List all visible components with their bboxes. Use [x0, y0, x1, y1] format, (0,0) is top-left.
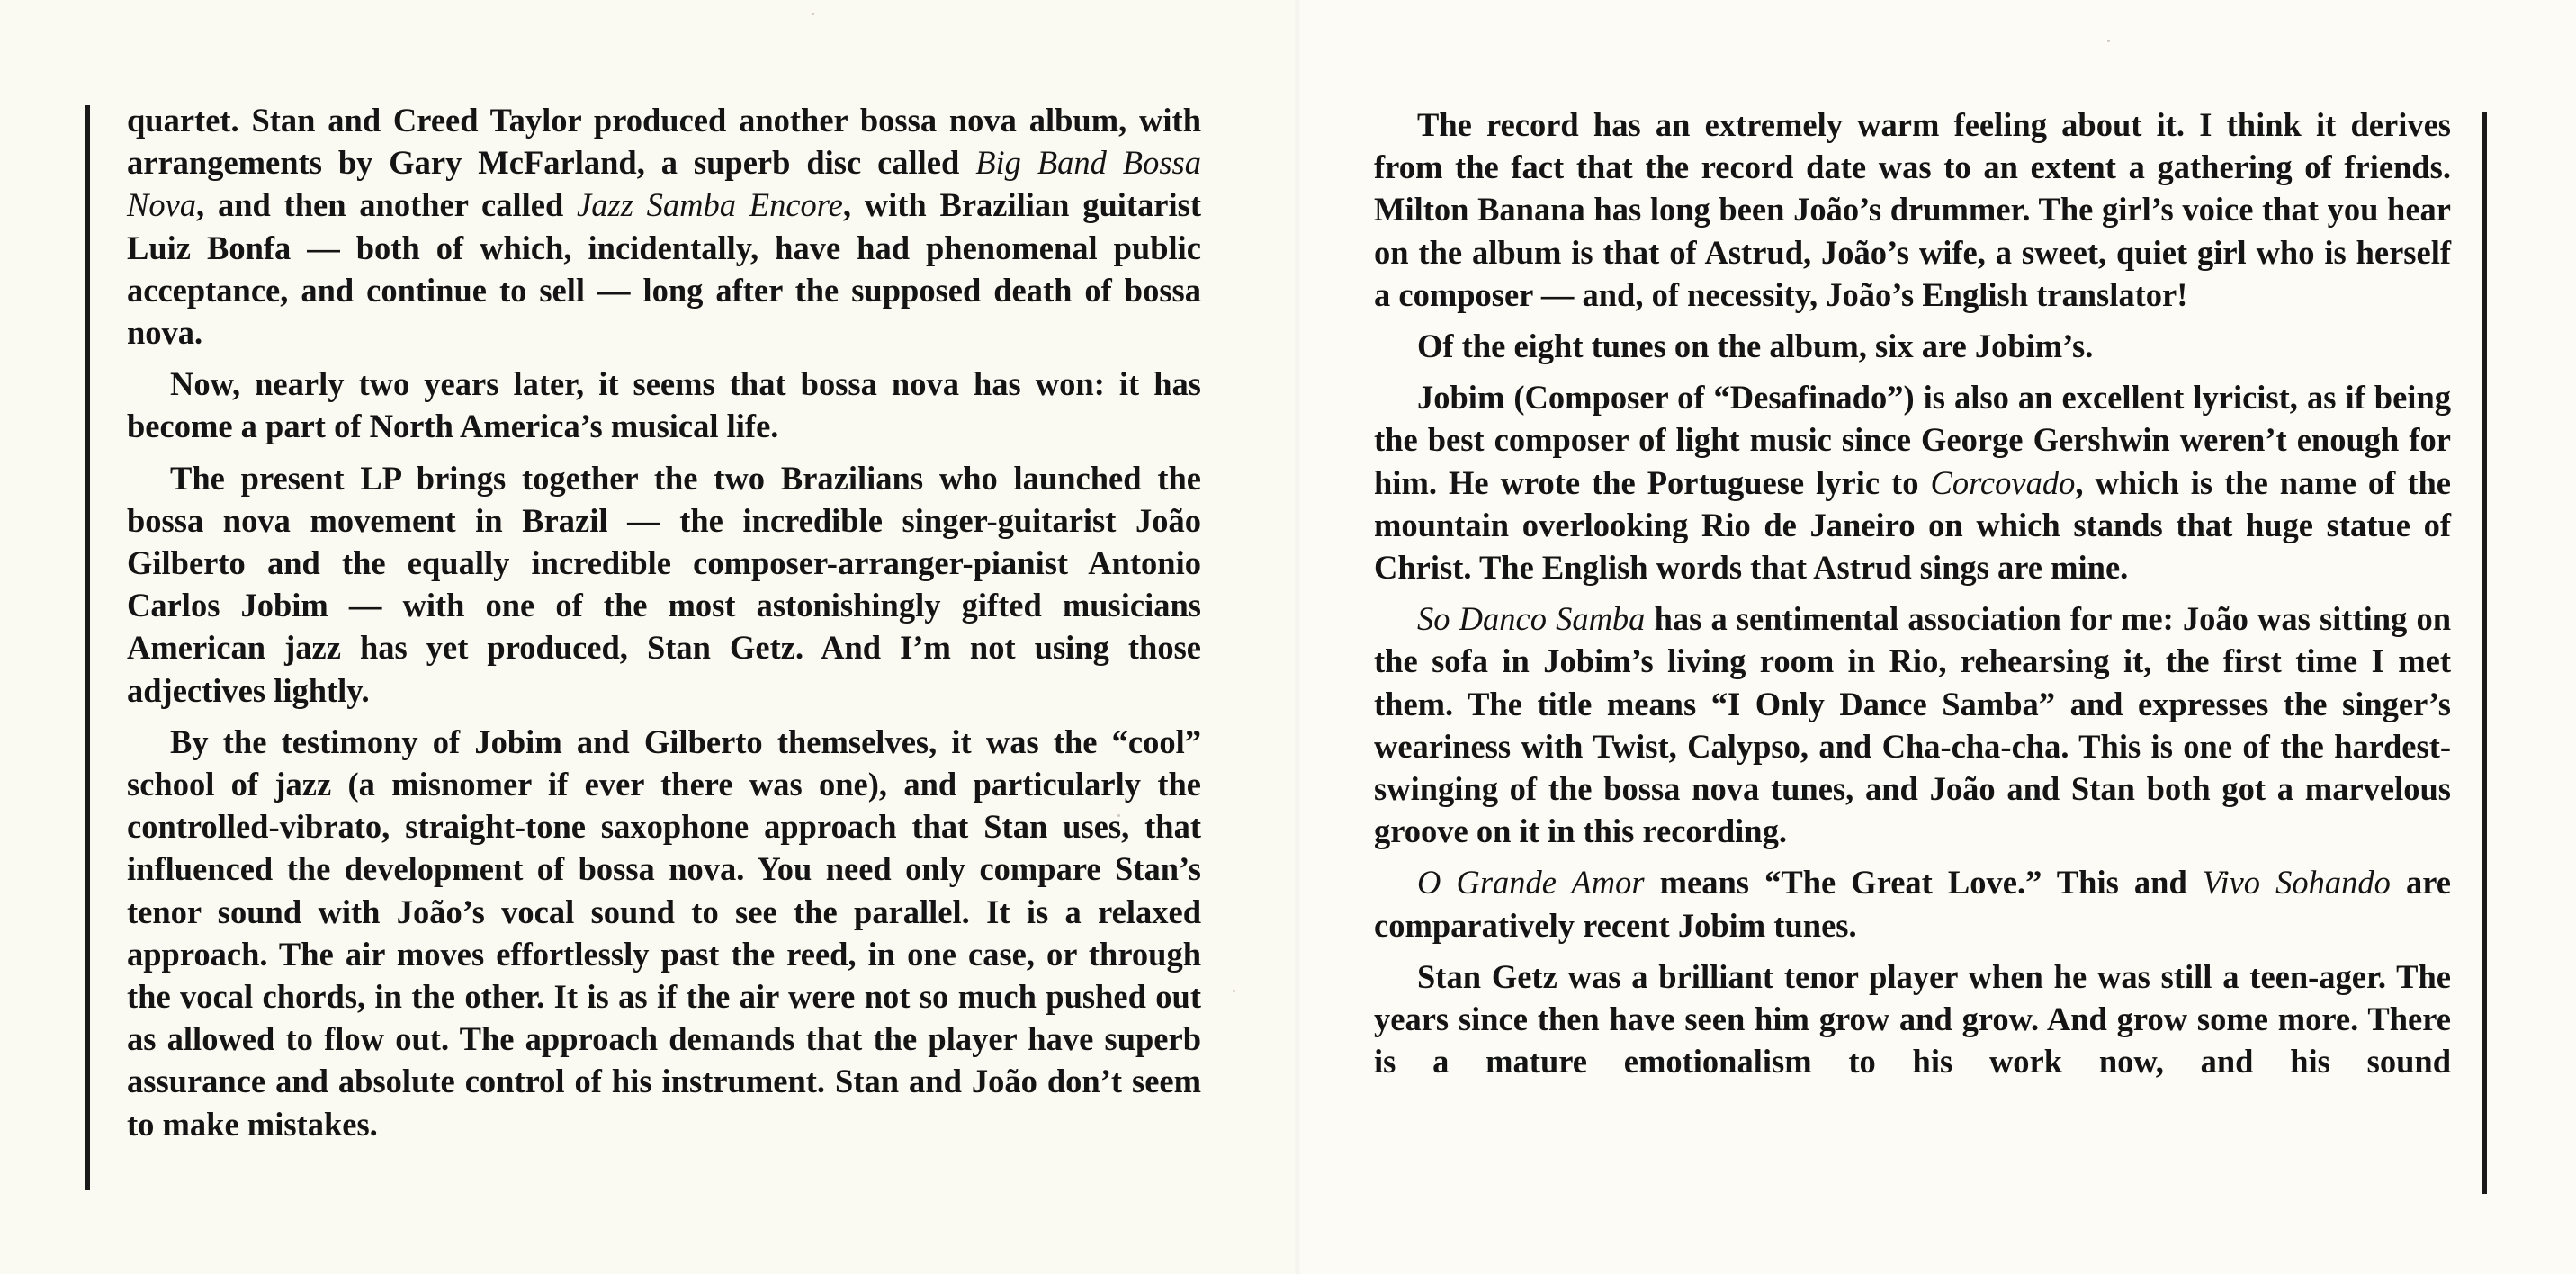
song-title: Vivo Sohando [2202, 864, 2391, 902]
text-run: , which is the name of the mountain overlooking Rio de Janeiro on which stands that huge statue of Christ. The English words that Astrud sings are mine. [1374, 463, 2452, 587]
paragraph [127, 363, 1201, 447]
text-run: The record has an extremely warm feeling about it. I think it derives from the fact that the record date was to an extent a gathering of friends. Milton Banana has long been João’s drummer. The girl’s voice that you hear on the album is that of Astrud, João’s wife, a sweet, quiet girl who is herself a composer — and, of necessity, João’s English translator! [1374, 106, 2451, 313]
paragraph [1374, 103, 2451, 316]
text-run: , and then another called [196, 186, 578, 224]
paragraph [1374, 861, 2451, 946]
text-run: means “The Great Love.” This and [1644, 864, 2203, 902]
text-run: are comparatively recent Jobim tunes. [1374, 864, 2452, 944]
left-text-column [127, 99, 1201, 1154]
text-run: Stan Getz was a brilliant tenor player when he was still a teen-ager. The years since then have seen him grow and grow. And grow some more. There is a mature emotionalism to his work now, and his sound [1374, 957, 2451, 1081]
paragraph [1374, 956, 2451, 1083]
paper-speck [812, 13, 814, 15]
paper-speck [1233, 990, 1235, 992]
paragraph [1374, 325, 2451, 367]
right-text-column [1374, 103, 2451, 1091]
text-run: Jobim (Composer of “Desafinado”) is also an excellent lyricist, as if being the best composer of light music since George Gershwin weren’t enough for him. He wrote the Portuguese lyric to [1374, 379, 2451, 501]
album-title: Jazz Samba Encore [577, 186, 843, 224]
text-run: The present LP brings together the two Brazilians who launched the bossa nova movement in Brazil — the incredible singer-guitarist João Gilberto and the equally incredible composer-arranger-pianist Antonio Carlos Jobim — with one of the most astonishingly gifted musicians American jazz has yet produced, Stan Getz. And I’m not using those adjectives lightly. [127, 459, 1201, 709]
paragraph [1374, 376, 2451, 588]
paragraph [1374, 597, 2451, 852]
left-margin-rule [85, 105, 90, 1190]
text-run: Of the eight tunes on the album, six are Jobim’s. [1417, 327, 2094, 365]
song-title: Corcovado [1930, 463, 2076, 501]
song-title: O Grande Amor [1417, 864, 1645, 902]
right-margin-rule [2482, 112, 2487, 1194]
paragraph [127, 721, 1201, 1145]
paragraph [127, 99, 1201, 354]
text-run: By the testimony of Jobim and Gilberto themselves, it was the “cool” school of jazz (a misnomer if ever there was one), and particularly the controlled-vibrato, straight-tone saxophone approach that Stan uses, that influenced the development of bossa nova. You need only compare Stan’s tenor sound with João’s vocal sound to see the parallel. It is a relaxed approach. The air moves effortlessly past the reed, in one case, or through the vocal chords, in the other. It is as if the air were not so much pushed out as allowed to flow out. The approach demands that the player have superb assurance and absolute control of his instrument. Stan and João don’t seem to make mistakes. [127, 722, 1201, 1143]
album-title: Big Band Bossa Nova [127, 144, 1202, 224]
paragraph [127, 457, 1201, 712]
text-run: , with Brazilian guitarist Luiz Bonfa — both of which, incidentally, have had phenomenal public acceptance, and continue to sell — long after the supposed death of bossa nova. [127, 186, 1202, 352]
text-run: has a sentimental association for me: João was sitting on the sofa in Jobim’s living room in Rio, rehearsing it, the first time I met them. The title means “I Only Dance Samba” and expresses the singer’s weariness with Twist, Calypso, and Cha-cha-cha. This is one of the hardest-swinging of the bossa nova tunes, and João and Stan both got a marvelous groove on it in this recording. [1374, 600, 2451, 850]
paper-speck [2107, 40, 2110, 42]
page-fold [1294, 0, 1301, 1274]
text-run: Now, nearly two years later, it seems that bossa nova has won: it has become a part of North America’s musical life. [127, 365, 1201, 445]
song-title: So Danco Samba [1417, 600, 1646, 638]
text-run: quartet. Stan and Creed Taylor produced another bossa nova album, with arrangements by Gary McFarland, a superb disc called [127, 102, 1201, 182]
